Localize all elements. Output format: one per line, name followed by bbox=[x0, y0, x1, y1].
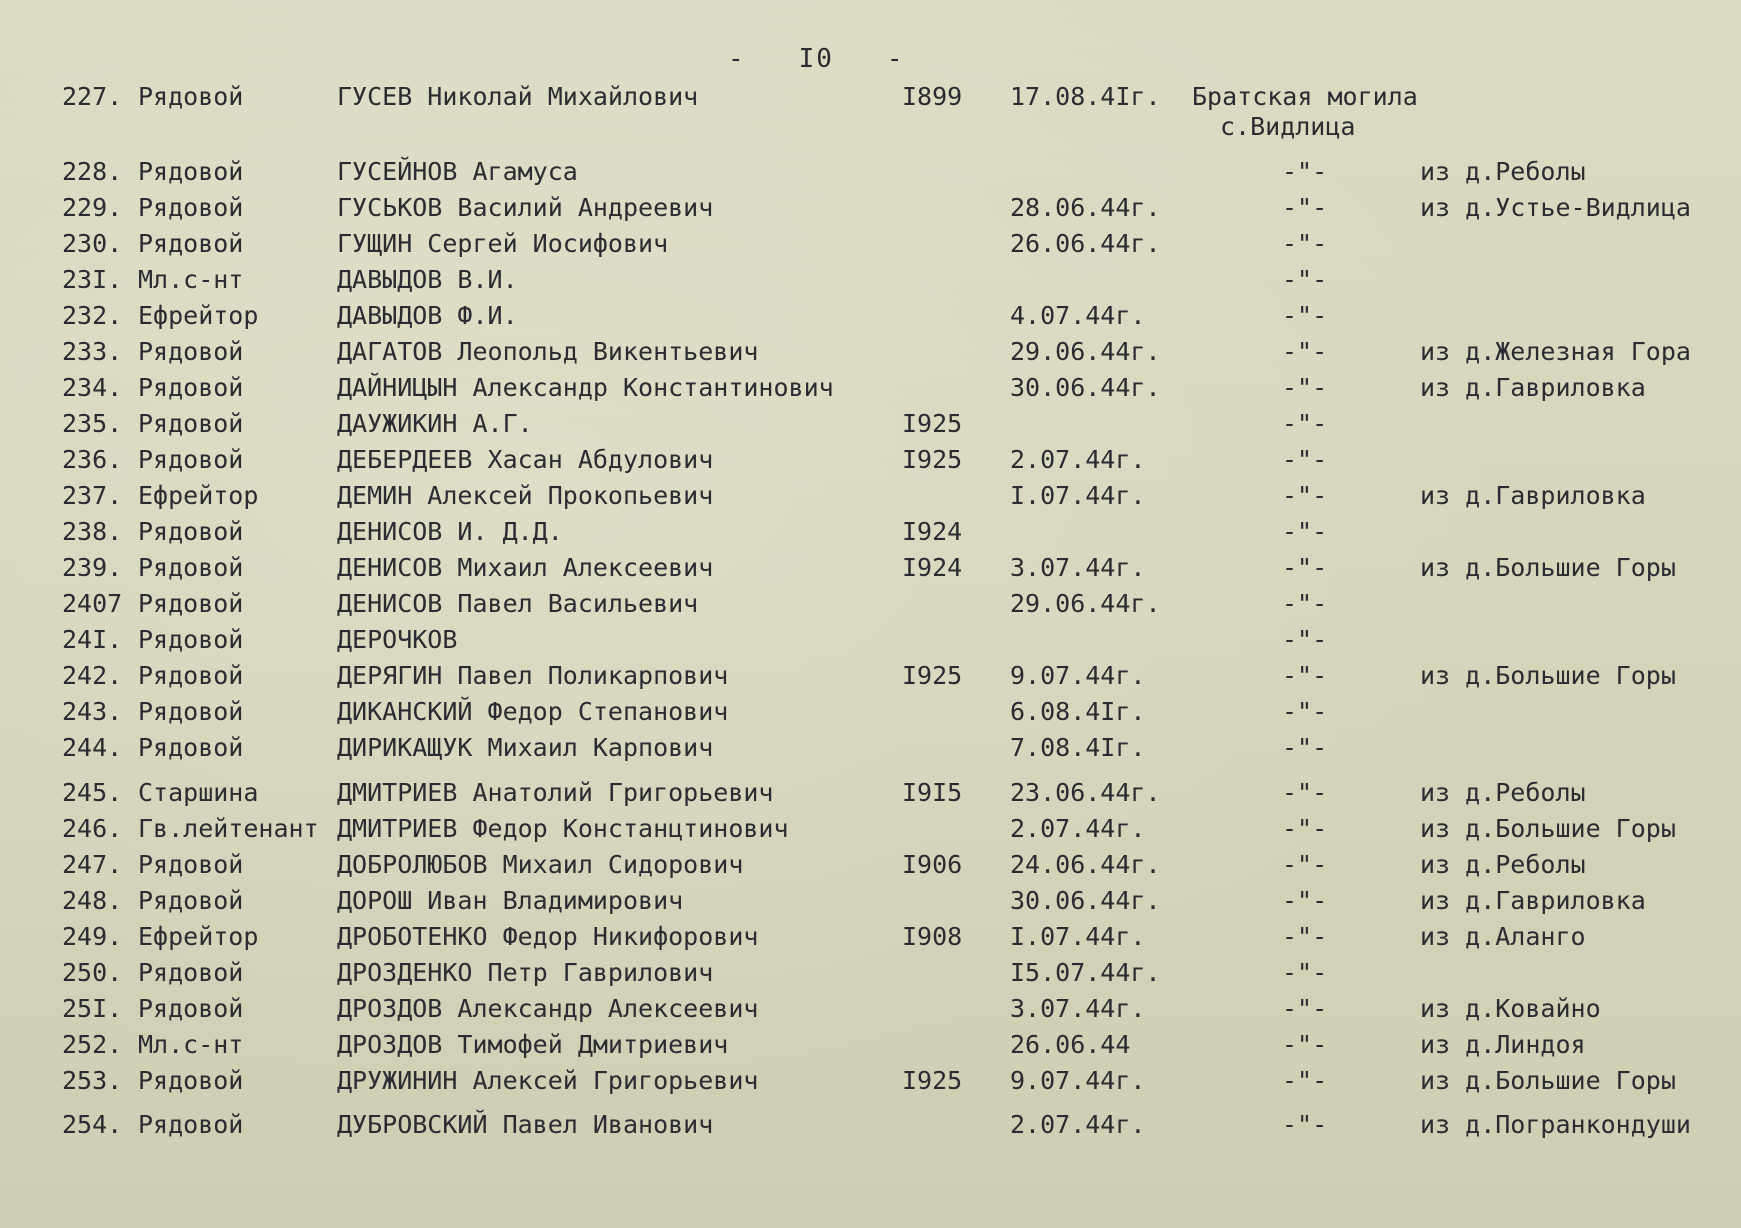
table-row bbox=[0, 733, 1741, 769]
table-row bbox=[0, 481, 1741, 517]
entry-rank: Ефрейтор bbox=[138, 922, 259, 951]
entry-date: 30.06.44г. bbox=[1010, 886, 1161, 915]
table-row bbox=[0, 994, 1741, 1030]
table-row bbox=[0, 193, 1741, 229]
entry-rank: Рядовой bbox=[138, 661, 244, 690]
entry-number: 235. bbox=[62, 409, 123, 438]
table-row bbox=[0, 1066, 1741, 1102]
entry-number: 227. bbox=[62, 82, 123, 111]
entry-origin: из д.Большие Горы bbox=[1420, 1066, 1676, 1095]
entry-name: ДЕБЕРДЕЕВ Хасан Абдулович bbox=[337, 445, 714, 474]
entry-rank: Рядовой bbox=[138, 553, 244, 582]
entry-name: ДАВЫДОВ В.И. bbox=[337, 265, 518, 294]
entry-rank: Ефрейтор bbox=[138, 301, 259, 330]
table-row bbox=[0, 589, 1741, 625]
entry-date: 24.06.44г. bbox=[1010, 850, 1161, 879]
entry-name: ГУСЬКОВ Василий Андреевич bbox=[337, 193, 714, 222]
entry-name: ДЕРОЧКОВ bbox=[337, 625, 458, 654]
table-row bbox=[0, 922, 1741, 958]
entry-rank: Рядовой bbox=[138, 886, 244, 915]
entry-burial: -"- bbox=[1282, 553, 1328, 582]
entry-name: ДЕНИСОВ Михаил Алексеевич bbox=[337, 553, 714, 582]
entry-number: 232. bbox=[62, 301, 123, 330]
entry-date: 3.07.44г. bbox=[1010, 994, 1146, 1023]
entry-rank: Рядовой bbox=[138, 1110, 244, 1139]
entry-burial: -"- bbox=[1282, 193, 1328, 222]
entry-burial: -"- bbox=[1282, 697, 1328, 726]
entry-burial: -"- bbox=[1282, 337, 1328, 366]
entry-name: ДМИТРИЕВ Федор Констанцтинович bbox=[337, 814, 789, 843]
entry-burial: -"- bbox=[1282, 958, 1328, 987]
entry-origin: из д.Железная Гора bbox=[1420, 337, 1691, 366]
entry-burial: -"- bbox=[1282, 850, 1328, 879]
entry-year: I9I5 bbox=[902, 778, 963, 807]
entry-number: 24I. bbox=[62, 625, 123, 654]
entry-number: 253. bbox=[62, 1066, 123, 1095]
entry-date: 9.07.44г. bbox=[1010, 661, 1146, 690]
entry-rank: Рядовой bbox=[138, 958, 244, 987]
entry-year: I906 bbox=[902, 850, 963, 879]
table-row bbox=[0, 625, 1741, 661]
entry-burial: -"- bbox=[1282, 814, 1328, 843]
table-row bbox=[0, 814, 1741, 850]
entry-name: ДАГАТОВ Леопольд Викентьевич bbox=[337, 337, 759, 366]
entry-number: 230. bbox=[62, 229, 123, 258]
entry-name: ДРОЗДОВ Тимофей Дмитриевич bbox=[337, 1030, 729, 1059]
entry-number: 248. bbox=[62, 886, 123, 915]
entry-rank: Старшина bbox=[138, 778, 259, 807]
entry-name: ДРОБОТЕНКО Федор Никифорович bbox=[337, 922, 759, 951]
table-row bbox=[0, 301, 1741, 337]
entry-year: I924 bbox=[902, 553, 963, 582]
entry-burial: -"- bbox=[1282, 157, 1328, 186]
entry-origin: из д.Устье-Видлица bbox=[1420, 193, 1691, 222]
table-row bbox=[0, 517, 1741, 553]
entry-rank: Рядовой bbox=[138, 697, 244, 726]
entry-date: I.07.44г. bbox=[1010, 481, 1146, 510]
entry-origin: из д.Большие Горы bbox=[1420, 661, 1676, 690]
entry-burial: -"- bbox=[1282, 373, 1328, 402]
entry-burial: -"- bbox=[1282, 1110, 1328, 1139]
entry-date: 28.06.44г. bbox=[1010, 193, 1161, 222]
table-row bbox=[0, 265, 1741, 301]
entry-number: 25I. bbox=[62, 994, 123, 1023]
entry-date: 2.07.44г. bbox=[1010, 1110, 1146, 1139]
entry-date: 3.07.44г. bbox=[1010, 553, 1146, 582]
entry-date: 26.06.44г. bbox=[1010, 229, 1161, 258]
entry-burial: -"- bbox=[1282, 886, 1328, 915]
table-row bbox=[0, 850, 1741, 886]
entry-burial: -"- bbox=[1282, 1030, 1328, 1059]
entry-date: I5.07.44г. bbox=[1010, 958, 1161, 987]
entry-date: 26.06.44 bbox=[1010, 1030, 1131, 1059]
entry-number: 229. bbox=[62, 193, 123, 222]
entry-date: 29.06.44г. bbox=[1010, 337, 1161, 366]
table-row bbox=[0, 661, 1741, 697]
entry-rank: Рядовой bbox=[138, 1066, 244, 1095]
entry-name: ДЕМИН Алексей Прокопьевич bbox=[337, 481, 714, 510]
table-row bbox=[0, 373, 1741, 409]
entry-date: 23.06.44г. bbox=[1010, 778, 1161, 807]
entry-burial: -"- bbox=[1282, 778, 1328, 807]
entry-origin: из д.Большие Горы bbox=[1420, 553, 1676, 582]
entry-number: 247. bbox=[62, 850, 123, 879]
entry-rank: Рядовой bbox=[138, 157, 244, 186]
entry-burial: -"- bbox=[1282, 481, 1328, 510]
entry-number: 237. bbox=[62, 481, 123, 510]
table-row bbox=[0, 409, 1741, 445]
entry-rank: Мл.с-нт bbox=[138, 265, 244, 294]
entry-name: ГУЩИН Сергей Иосифович bbox=[337, 229, 669, 258]
entry-origin: из д.Аланго bbox=[1420, 922, 1586, 951]
entry-number: 23I. bbox=[62, 265, 123, 294]
entry-burial: -"- bbox=[1282, 1066, 1328, 1095]
entry-rank: Рядовой bbox=[138, 409, 244, 438]
entry-rank: Рядовой bbox=[138, 625, 244, 654]
entry-burial: -"- bbox=[1282, 733, 1328, 762]
entry-rank: Рядовой bbox=[138, 373, 244, 402]
entry-rank: Рядовой bbox=[138, 82, 244, 111]
entry-burial: -"- bbox=[1282, 229, 1328, 258]
entry-number: 2407 bbox=[62, 589, 123, 618]
entry-burial: -"- bbox=[1282, 409, 1328, 438]
table-row bbox=[0, 82, 1741, 141]
entry-number: 234. bbox=[62, 373, 123, 402]
entry-rank: Рядовой bbox=[138, 994, 244, 1023]
entry-burial: -"- bbox=[1282, 994, 1328, 1023]
entry-rank: Рядовой bbox=[138, 229, 244, 258]
entry-name: ДРОЗДОВ Александр Алексеевич bbox=[337, 994, 759, 1023]
entry-name: ГУСЕЙНОВ Агамуса bbox=[337, 157, 578, 186]
entry-burial: -"- bbox=[1282, 589, 1328, 618]
table-row bbox=[0, 157, 1741, 193]
entry-name: ДАЙНИЦЫН Александр Константинович bbox=[337, 373, 834, 402]
entry-date: 7.08.4Iг. bbox=[1010, 733, 1146, 762]
entry-number: 238. bbox=[62, 517, 123, 546]
entry-date: 4.07.44г. bbox=[1010, 301, 1146, 330]
entry-year: I925 bbox=[902, 445, 963, 474]
table-row bbox=[0, 1030, 1741, 1066]
entry-number: 252. bbox=[62, 1030, 123, 1059]
entry-number: 250. bbox=[62, 958, 123, 987]
entry-burial: -"- bbox=[1282, 301, 1328, 330]
table-row bbox=[0, 697, 1741, 733]
entry-name: ДЕНИСОВ Павел Васильевич bbox=[337, 589, 699, 618]
entry-name: ДАУЖИКИН А.Г. bbox=[337, 409, 533, 438]
table-row bbox=[0, 1110, 1741, 1146]
entry-number: 228. bbox=[62, 157, 123, 186]
entry-name: ДИРИКАЩУК Михаил Карпович bbox=[337, 733, 714, 762]
page-number: - I0 - bbox=[728, 44, 905, 74]
table-row bbox=[0, 337, 1741, 373]
entry-rank: Гв.лейтенант bbox=[138, 814, 319, 843]
entry-date: 29.06.44г. bbox=[1010, 589, 1161, 618]
entry-origin: из д.Гавриловка bbox=[1420, 886, 1646, 915]
entry-rank: Рядовой bbox=[138, 337, 244, 366]
entry-origin: из д.Реболы bbox=[1420, 778, 1586, 807]
entry-rank: Мл.с-нт bbox=[138, 1030, 244, 1059]
entry-number: 249. bbox=[62, 922, 123, 951]
entry-name: ДРОЗДЕНКО Петр Гаврилович bbox=[337, 958, 714, 987]
entry-date: 17.08.4Iг. bbox=[1010, 82, 1161, 111]
entry-year: I925 bbox=[902, 1066, 963, 1095]
table-row bbox=[0, 886, 1741, 922]
entry-year: I925 bbox=[902, 409, 963, 438]
entry-date: I.07.44г. bbox=[1010, 922, 1146, 951]
entry-name: ДЕНИСОВ И. Д.Д. bbox=[337, 517, 563, 546]
entry-date: 2.07.44г. bbox=[1010, 445, 1146, 474]
entry-date: 9.07.44г. bbox=[1010, 1066, 1146, 1095]
entry-rank: Рядовой bbox=[138, 193, 244, 222]
table-row bbox=[0, 958, 1741, 994]
entry-date: 2.07.44г. bbox=[1010, 814, 1146, 843]
entry-number: 244. bbox=[62, 733, 123, 762]
entry-year: I924 bbox=[902, 517, 963, 546]
entry-rank: Рядовой bbox=[138, 733, 244, 762]
entry-name: ДОБРОЛЮБОВ Михаил Сидорович bbox=[337, 850, 744, 879]
entry-number: 243. bbox=[62, 697, 123, 726]
entry-origin: из д.Линдоя bbox=[1420, 1030, 1586, 1059]
entry-burial: -"- bbox=[1282, 625, 1328, 654]
entry-rank: Ефрейтор bbox=[138, 481, 259, 510]
entry-name: ДРУЖИНИН Алексей Григорьевич bbox=[337, 1066, 759, 1095]
entry-name: ДЕРЯГИН Павел Поликарпович bbox=[337, 661, 729, 690]
entry-date: 30.06.44г. bbox=[1010, 373, 1161, 402]
table-row bbox=[0, 229, 1741, 265]
entry-name: ДИКАНСКИЙ Федор Степанович bbox=[337, 697, 729, 726]
entry-burial-place: с.Видлица bbox=[1220, 112, 1356, 141]
entry-rank: Рядовой bbox=[138, 517, 244, 546]
entry-origin: из д.Погранкондуши bbox=[1420, 1110, 1691, 1139]
entry-number: 254. bbox=[62, 1110, 123, 1139]
entry-rank: Рядовой bbox=[138, 445, 244, 474]
entry-burial: -"- bbox=[1282, 445, 1328, 474]
entry-number: 233. bbox=[62, 337, 123, 366]
entry-year: I925 bbox=[902, 661, 963, 690]
entry-number: 245. bbox=[62, 778, 123, 807]
entry-burial: -"- bbox=[1282, 661, 1328, 690]
entry-origin: из д.Ковайно bbox=[1420, 994, 1601, 1023]
entry-rank: Рядовой bbox=[138, 850, 244, 879]
entry-number: 246. bbox=[62, 814, 123, 843]
entry-origin: из д.Реболы bbox=[1420, 157, 1586, 186]
entry-name: ДАВЫДОВ Ф.И. bbox=[337, 301, 518, 330]
entry-number: 236. bbox=[62, 445, 123, 474]
table-row bbox=[0, 553, 1741, 589]
table-row bbox=[0, 445, 1741, 481]
entry-origin: из д.Реболы bbox=[1420, 850, 1586, 879]
entry-name: ДМИТРИЕВ Анатолий Григорьевич bbox=[337, 778, 774, 807]
entry-number: 239. bbox=[62, 553, 123, 582]
table-row bbox=[0, 778, 1741, 814]
entry-year: I908 bbox=[902, 922, 963, 951]
entry-origin: из д.Гавриловка bbox=[1420, 481, 1646, 510]
entry-burial: -"- bbox=[1282, 922, 1328, 951]
entry-year: I899 bbox=[902, 82, 963, 111]
entry-origin: из д.Гавриловка bbox=[1420, 373, 1646, 402]
entry-name: ГУСЕВ Николай Михайлович bbox=[337, 82, 699, 111]
entry-date: 6.08.4Iг. bbox=[1010, 697, 1146, 726]
entry-name: ДОРОШ Иван Владимирович bbox=[337, 886, 684, 915]
entry-rank: Рядовой bbox=[138, 589, 244, 618]
entry-number: 242. bbox=[62, 661, 123, 690]
entry-burial: Братская могила bbox=[1192, 82, 1418, 111]
entry-name: ДУБРОВСКИЙ Павел Иванович bbox=[337, 1110, 714, 1139]
entry-origin: из д.Большие Горы bbox=[1420, 814, 1676, 843]
entry-burial: -"- bbox=[1282, 265, 1328, 294]
entry-burial: -"- bbox=[1282, 517, 1328, 546]
